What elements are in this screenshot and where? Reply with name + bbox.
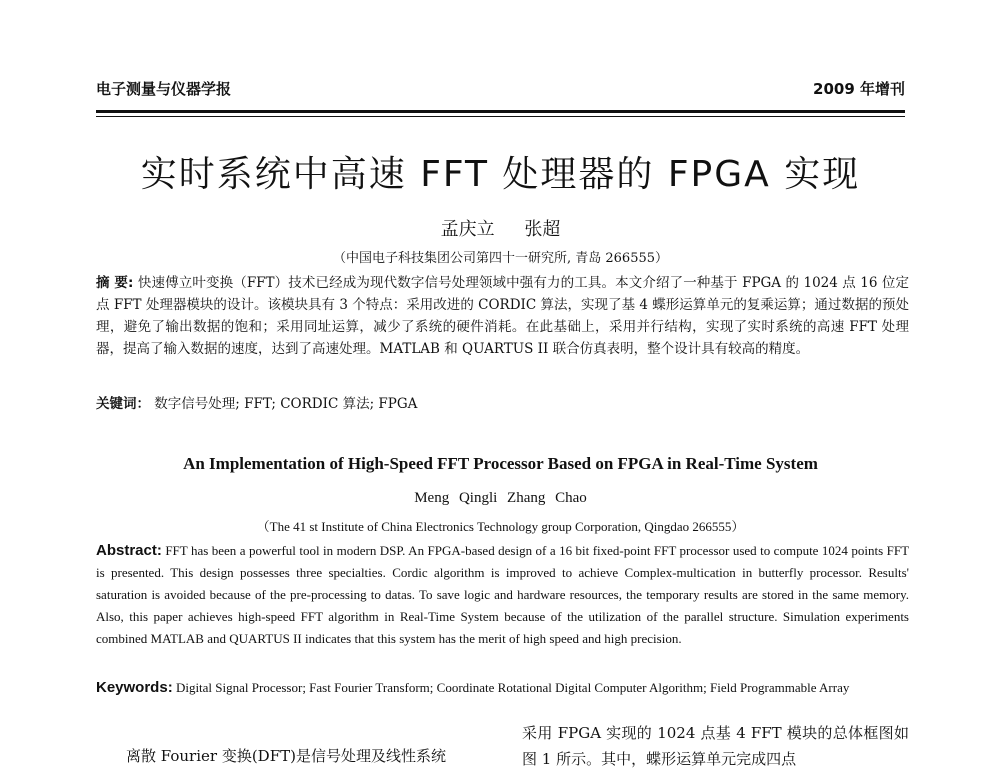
body-text-right-column: 采用 FPGA 实现的 1024 点基 4 FFT 模块的总体框图如图 1 所示。其中，蝶形运算单元完成四点 [522, 724, 909, 768]
abstract-en [96, 540, 909, 650]
keywords-cn-label: 关键词： [96, 396, 150, 412]
keywords-cn-text: 数字信号处理; FFT; CORDIC 算法; FPGA [154, 396, 418, 412]
affiliation-en: （The 41 st Institute of China Electronics Technology group Corporation, Qingdao 266555） [256, 519, 745, 534]
keywords-en-label: Keywords: [96, 679, 173, 696]
authors-en: Meng Qingli Zhang Chao [414, 490, 587, 506]
abstract-en-text: FFT has been a powerful tool in modern DSP. An FPGA-based design of a 16 bit fixed-point FFT processor used to compute 1024 points FFT is presented. This design possesses three specialties. Cordic algorithm is improved to achieve Complex-multication in butterfly processor. Results' saturation is avoided because of the pre-processing to datas. To save logic and hardware resources, the temporary results are stored in the same memory. Also, this paper achieves high-speed FFT algorithm in Real-Time System because of the utilization of the parallel structure. Simulation experiments combined MATLAB and QUARTUS II indicates that this system has the merit of high speed and high precision. [96, 543, 910, 646]
journal-name: 电子测量与仪器学报 [96, 80, 232, 98]
paper-title-cn: 实时系统中高速 FFT 处理器的 FPGA 实现 [140, 154, 861, 195]
journal-issue: 2009 年增刊 [813, 80, 905, 98]
affiliation-cn: （中国电子科技集团公司第四十一研究所, 青岛 266555） [332, 251, 669, 266]
abstract-en-label: Abstract: [96, 542, 162, 559]
authors-cn: 孟庆立 张超 [440, 219, 561, 240]
header-rule-thin [96, 116, 905, 117]
abstract-cn-text: 快速傅立叶变换（FFT）技术已经成为现代数字信号处理领域中强有力的工具。本文介绍了一种基于 FPGA 的 1024 点 16 位定点 FFT 处理器模块的设计。该模块具有 3 个特点：采用改进的 CORDIC 算法，实现了基 4 蝶形运算单元的复乘运算；通过数据的预处理，避免了输出数据的饱和；采用同址运算，减少了系统的硬件消耗。在此基础上，采用并行结构，实现了实时系统的高速 FFT 处理器，提高了输入数据的速度，达到了高速处理。MATLAB 和 QUARTUS II 联合仿真表明，整个设计具有较高的精度。 [96, 275, 909, 357]
keywords-en-text: Digital Signal Processor; Fast Fourier Transform; Coordinate Rotational Digital Computer Algorithm; Field Programmable Array [175, 680, 850, 695]
paper-title-en: An Implementation of High-Speed FFT Processor Based on FPGA in Real-Time System [183, 454, 818, 473]
header-rule-thick [96, 110, 905, 113]
abstract-cn [96, 272, 909, 360]
keywords-en [96, 677, 909, 699]
body-text-left-column: 离散 Fourier 变换(DFT)是信号处理及线性系统 [126, 747, 446, 765]
abstract-cn-label: 摘 要: [96, 275, 134, 291]
keywords-cn [96, 393, 909, 415]
